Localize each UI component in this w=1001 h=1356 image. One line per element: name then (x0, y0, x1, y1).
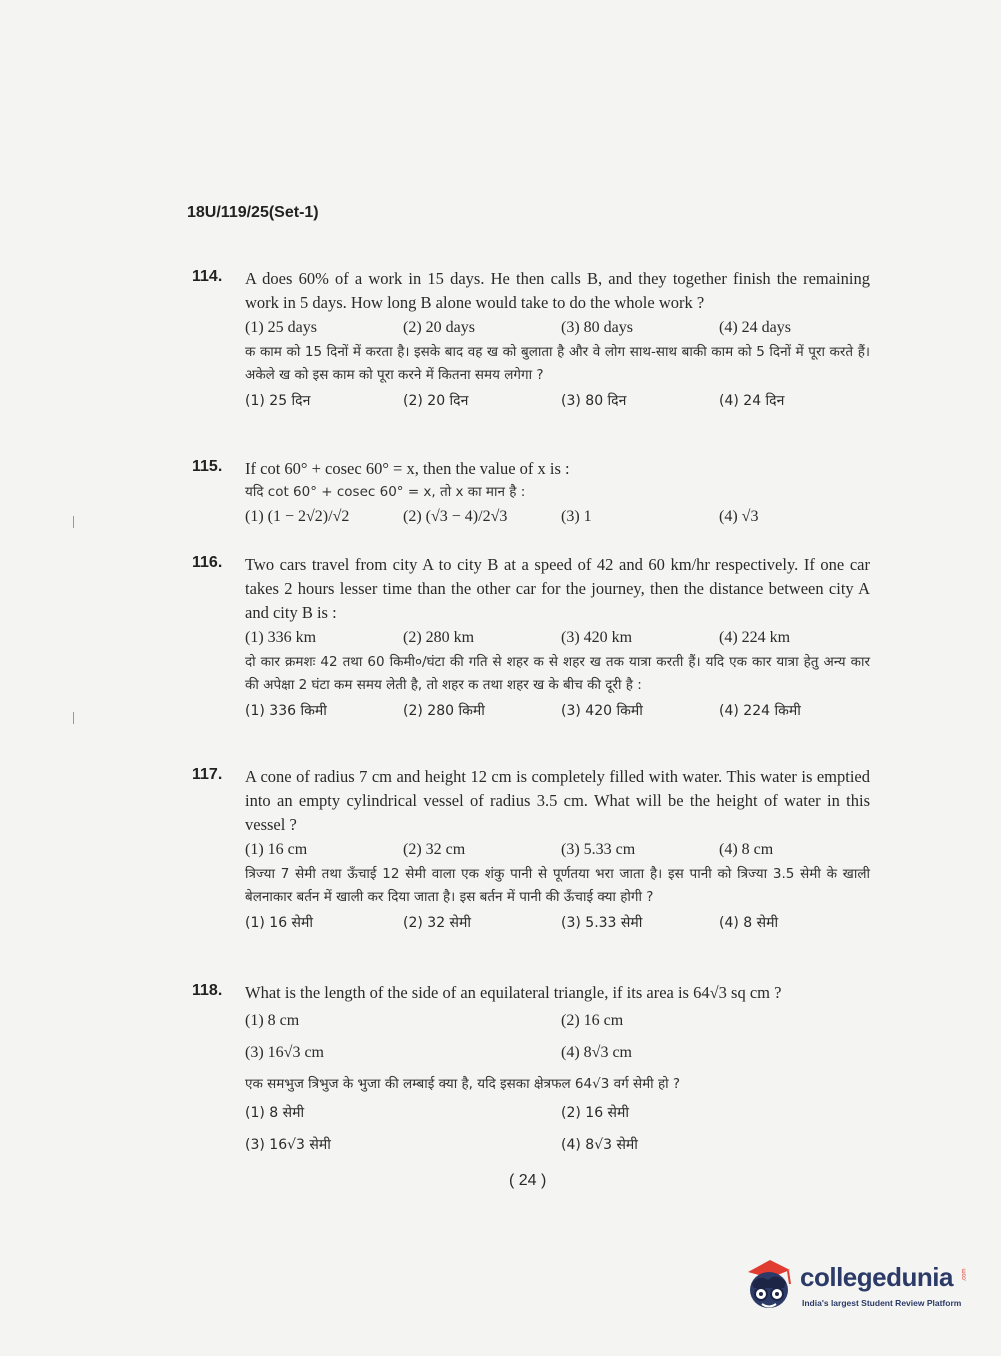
options-english (245, 315, 870, 341)
option-2: (2) 280 km (403, 629, 475, 646)
option-3: (3) 80 दिन (561, 392, 627, 409)
question-text-hindi: दो कार क्रमशः 42 तथा 60 किमी०/घंटा की गति से शहर क से शहर ख तक यात्रा करती हैं। यदि एक कार यात्रा हेतु अन्य कार की अपेक्षा 2 घंटा कम समय लेती है, तो शहर क तथा शहर ख के बीच की दूरी है : (245, 654, 870, 693)
option-2: (2) 20 days (403, 319, 475, 336)
question-text-english: What is the length of the side of an equilateral triangle, if its area is 64√3 sq cm ? (245, 983, 782, 1002)
options (245, 504, 870, 530)
option-1: (1) 336 km (245, 629, 317, 646)
option-1: (1) 8 सेमी (245, 1104, 305, 1121)
scan-mark (73, 712, 74, 724)
option-4: (4) √3 (719, 508, 759, 525)
question-text-english: A does 60% of a work in 15 days. He then calls B, and they together finish the remaining work in 5 days. How long B alone would take to do the whole work ? (245, 269, 870, 312)
question-text-english: If cot 60° + cosec 60° = x, then the value of x is : (245, 459, 570, 478)
question-text-hindi: क काम को 15 दिनों में करता है। इसके बाद वह ख को बुलाता है और वे लोग साथ-साथ बाकी काम को 5 दिनों में पूरा करते हैं। अकेले ख को इस काम को पूरा करने में कितना समय लगेगा ? (245, 344, 870, 383)
question-text-hindi: एक समभुज त्रिभुज के भुजा की लम्बाई क्या है, यदि इसका क्षेत्रफल 64√3 वर्ग सेमी हो ? (245, 1076, 681, 1092)
options-english-row-1 (245, 1005, 870, 1037)
option-4: (4) 8 cm (719, 841, 774, 858)
option-3: (3) 16√3 cm (245, 1044, 324, 1061)
option-3: (3) 420 किमी (561, 702, 643, 719)
options-hindi-row-2 (245, 1128, 870, 1160)
options-hindi-row-1 (245, 1096, 870, 1128)
question-text-english: Two cars travel from city A to city B at a speed of 42 and 60 km/hr respectively. If one car takes 2 hours lesser time than the other car for the journey, then the distance between city A and city B is : (245, 555, 870, 622)
question-text-hindi: त्रिज्या 7 सेमी तथा ऊँचाई 12 सेमी वाला एक शंकु पानी से पूर्णतया भरा जाता है। इस पानी को त्रिज्या 3.5 सेमी के खाली बेलनाकार बर्तन में खाली कर दिया जाता है। इस बर्तन में पानी की ऊँचाई क्या होगी ? (245, 866, 870, 905)
option-2: (2) 32 cm (403, 841, 466, 858)
brand-tagline: India's largest Student Review Platform (802, 1298, 962, 1308)
brand-name: collegedunia (800, 1262, 953, 1292)
option-4: (4) 24 days (719, 319, 791, 336)
question-number: 114. (192, 268, 223, 285)
option-3: (3) 420 km (561, 629, 633, 646)
question-text-hindi: यदि cot 60° + cosec 60° = x, तो x का मान है : (245, 484, 526, 500)
option-2: (2) 280 किमी (403, 702, 485, 719)
option-1: (1) 8 cm (245, 1012, 300, 1029)
question-text-english: A cone of radius 7 cm and height 12 cm is completely filled with water. This water is emptied into an empty cylindrical vessel of radius 3.5 cm. What will be the height of water in this vessel ? (245, 767, 870, 834)
brand-suffix: .com (961, 1268, 968, 1282)
options-english (245, 625, 870, 651)
option-2: (2) 16 सेमी (561, 1104, 630, 1121)
option-3: (3) 5.33 सेमी (561, 914, 643, 931)
options-hindi (245, 909, 870, 935)
option-1: (1) 336 किमी (245, 702, 327, 719)
page-number: ( 24 ) (509, 1172, 547, 1189)
option-4: (4) 8√3 सेमी (561, 1136, 638, 1153)
mascot-icon (740, 1254, 798, 1316)
option-2: (2) 32 सेमी (403, 914, 472, 931)
question-number: 115. (192, 458, 223, 475)
scan-mark (73, 516, 74, 528)
option-4: (4) 224 किमी (719, 702, 801, 719)
option-4: (4) 8 सेमी (719, 914, 779, 931)
option-1: (1) 16 cm (245, 841, 308, 858)
question-number: 118. (192, 982, 223, 999)
options-english (245, 837, 870, 863)
option-3: (3) 16√3 सेमी (245, 1136, 331, 1153)
options-hindi (245, 387, 870, 413)
option-4: (4) 224 km (719, 629, 791, 646)
option-2: (2) 20 दिन (403, 392, 469, 409)
question-number: 116. (192, 554, 223, 571)
option-3: (3) 5.33 cm (561, 841, 636, 858)
option-1: (1) (1 − 2√2)/√2 (245, 508, 350, 525)
option-2: (2) 16 cm (561, 1012, 624, 1029)
option-2: (2) (√3 − 4)/2√3 (403, 508, 508, 525)
option-4: (4) 8√3 cm (561, 1044, 632, 1061)
option-3: (3) 80 days (561, 319, 633, 336)
options-hindi (245, 697, 870, 723)
option-4: (4) 24 दिन (719, 392, 785, 409)
option-1: (1) 16 सेमी (245, 914, 314, 931)
options-english-row-2 (245, 1037, 870, 1069)
option-1: (1) 25 दिन (245, 392, 311, 409)
option-3: (3) 1 (561, 508, 592, 525)
question-number: 117. (192, 766, 223, 783)
option-1: (1) 25 days (245, 319, 317, 336)
collegedunia-watermark (740, 1250, 970, 1320)
paper-code: 18U/119/25(Set-1) (187, 204, 319, 221)
